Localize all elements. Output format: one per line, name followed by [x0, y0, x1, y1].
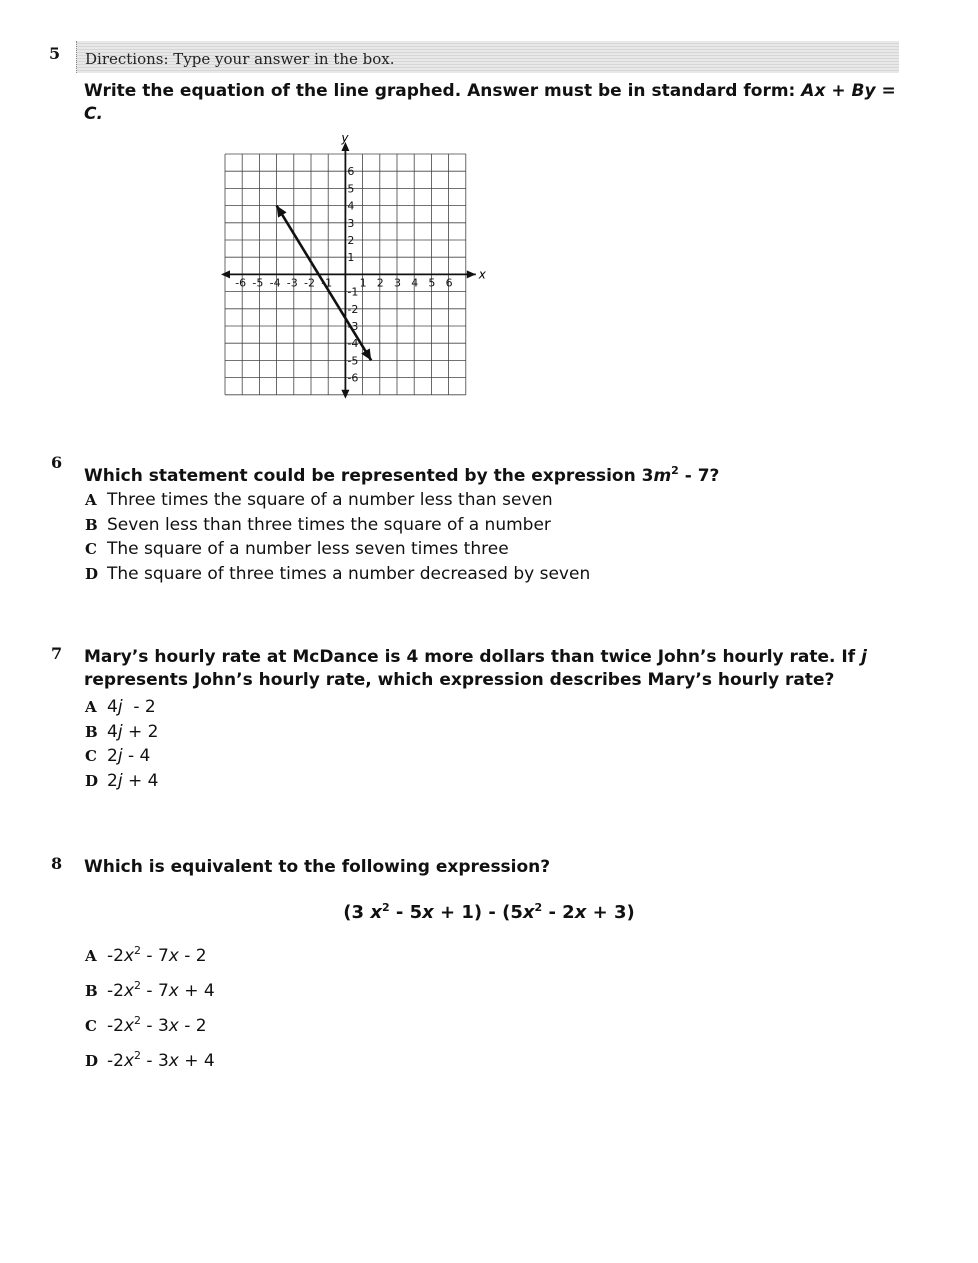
- y-tick-label: -5: [347, 354, 359, 368]
- choice-exp: 2: [134, 979, 142, 992]
- x-tick-label: -4: [269, 276, 281, 290]
- question-5-stem-end: C.: [84, 104, 103, 124]
- choice-rest: + 4: [122, 770, 159, 791]
- question-8-number: 8: [51, 854, 63, 873]
- coordinate-plane-graph: [215, 132, 495, 412]
- expr-part: - 2: [542, 902, 575, 923]
- choice-rest: - 2: [122, 697, 156, 717]
- choice-var: x: [168, 1016, 179, 1036]
- expr-part: + 1) - (5: [433, 902, 523, 923]
- choice-letter: D: [85, 1052, 99, 1070]
- question-8-expression: [0, 901, 978, 923]
- question-7-choice-c[interactable]: [85, 744, 158, 769]
- choice-rest: - 4: [122, 746, 151, 766]
- question-6-choice-a[interactable]: [85, 488, 590, 513]
- x-tick-label: 2: [376, 276, 384, 290]
- choice-exp: 2: [134, 944, 142, 957]
- directions-text: Directions: Type your answer in the box.: [85, 50, 395, 68]
- choice-letter: B: [85, 982, 98, 1000]
- expr-var: x: [522, 902, 535, 923]
- choice-coef: 4: [107, 721, 118, 742]
- y-tick-label: 3: [347, 216, 355, 230]
- choice-rest: - 3: [141, 1051, 169, 1071]
- choice-letter: C: [85, 1017, 97, 1035]
- x-axis-label: x: [478, 267, 486, 282]
- question-7-number: 7: [51, 644, 63, 663]
- x-axis-arrow-left: [221, 270, 230, 278]
- choice-coef: -2: [107, 981, 124, 1001]
- y-tick-label: -6: [347, 371, 359, 385]
- x-tick-label: 6: [445, 276, 453, 290]
- choice-var: j: [117, 721, 123, 742]
- question-7-choice-d[interactable]: [85, 769, 158, 794]
- y-tick-label: -3: [347, 320, 359, 333]
- question-6-stem-end: - 7?: [678, 466, 720, 486]
- y-tick-label: 5: [347, 182, 355, 196]
- choice-exp: 2: [134, 1014, 142, 1027]
- question-5-stem-formula: Ax + By =: [801, 81, 896, 101]
- choice-rest: + 4: [178, 1051, 215, 1071]
- x-tick-label: -6: [235, 276, 247, 290]
- choice-letter: B: [85, 722, 98, 741]
- choice-var: x: [168, 1051, 179, 1071]
- choice-text: The square of three times a number decreased by seven: [107, 563, 591, 584]
- question-8-choice-b[interactable]: [85, 971, 215, 1006]
- x-tick-label: -3: [286, 276, 298, 290]
- question-6-stem-exp: 2: [671, 464, 679, 477]
- question-7-stem-var: j: [861, 647, 867, 667]
- y-tick-label: 2: [347, 234, 355, 247]
- directions-banner: [76, 41, 899, 73]
- x-tick-label: 4: [411, 276, 419, 290]
- choice-var: x: [168, 946, 179, 966]
- question-6-stem-var: m: [653, 466, 672, 486]
- choice-rest: + 4: [178, 981, 215, 1001]
- choice-letter: A: [85, 698, 97, 716]
- y-tick-label: 1: [347, 251, 355, 265]
- x-tick-label: -5: [252, 276, 264, 290]
- choice-rest: - 2: [178, 946, 207, 966]
- choice-coef: 2: [107, 746, 118, 766]
- choice-letter: B: [85, 515, 98, 534]
- choice-coef: -2: [107, 1016, 124, 1036]
- y-tick-label: -4: [347, 337, 359, 351]
- expr-part: + 3): [586, 902, 635, 923]
- choice-var: j: [117, 697, 123, 717]
- question-8-stem: Which is equivalent to the following expression?: [84, 857, 551, 877]
- question-7-stem-text-2: represents John’s hourly rate, which expression describes Mary’s hourly rate?: [84, 670, 835, 690]
- question-8-choice-a[interactable]: [85, 936, 215, 971]
- choice-var: x: [123, 981, 135, 1001]
- question-7-stem-text: Mary’s hourly rate at McDance is 4 more dollars than twice John’s hourly rate. If: [84, 647, 862, 667]
- x-tick-label: 5: [428, 276, 436, 290]
- choice-var: x: [168, 981, 179, 1001]
- y-tick-label: -2: [347, 302, 359, 316]
- choice-var: j: [117, 746, 123, 766]
- x-tick-label: -1: [321, 276, 333, 290]
- choice-rest: - 7: [141, 946, 169, 966]
- y-tick-label: 4: [347, 199, 355, 213]
- choice-exp: 2: [134, 1049, 142, 1062]
- choice-letter: D: [85, 564, 99, 583]
- question-7-choices: [85, 695, 158, 793]
- question-8-choice-d[interactable]: [85, 1041, 215, 1076]
- expr-exp: 2: [534, 901, 543, 914]
- expr-exp: 2: [381, 901, 390, 914]
- choice-letter: C: [85, 747, 97, 765]
- question-6-choice-b[interactable]: [85, 513, 590, 538]
- choice-coef: -2: [107, 946, 124, 966]
- choice-rest: + 2: [122, 721, 159, 742]
- y-tick-label: -1: [347, 285, 359, 299]
- question-7-stem: [84, 646, 914, 692]
- expr-part: - 5: [389, 902, 423, 923]
- choice-var: x: [123, 946, 135, 966]
- x-tick-label: 1: [359, 276, 367, 290]
- expr-part: (3: [343, 902, 371, 923]
- y-axis-label: y: [341, 132, 349, 145]
- choice-coef: 4: [107, 697, 118, 717]
- question-6-choice-c[interactable]: [85, 537, 590, 562]
- x-axis-arrow-right: [467, 270, 476, 278]
- choice-letter: C: [85, 540, 97, 558]
- x-tick-label: 3: [394, 276, 401, 290]
- question-6-stem-text: Which statement could be represented by the expression 3: [84, 466, 654, 486]
- choice-var: x: [123, 1051, 135, 1071]
- question-6-stem: [84, 459, 914, 488]
- x-tick-label: -2: [304, 276, 315, 290]
- question-5-stem: [84, 80, 914, 126]
- question-8-choices: [85, 936, 215, 1076]
- choice-coef: -2: [107, 1051, 124, 1071]
- choice-rest: - 2: [178, 1016, 207, 1036]
- expr-var: x: [422, 902, 434, 923]
- choice-var: j: [117, 770, 123, 791]
- question-6-choice-d[interactable]: [85, 562, 590, 587]
- question-7-choice-a[interactable]: [85, 695, 158, 720]
- question-6-number: 6: [51, 453, 63, 472]
- choice-var: x: [123, 1016, 135, 1036]
- question-5-stem-text: Write the equation of the line graphed. Answer must be in standard form:: [84, 81, 802, 101]
- choice-text: Three times the square of a number less than seven: [107, 490, 553, 510]
- expr-var: x: [370, 902, 382, 923]
- expr-var: x: [574, 902, 587, 923]
- choice-letter: D: [85, 771, 99, 790]
- choice-letter: A: [85, 947, 97, 965]
- choice-rest: - 3: [141, 1016, 169, 1036]
- choice-rest: - 7: [141, 981, 169, 1001]
- question-8-choice-c[interactable]: [85, 1006, 215, 1041]
- question-6-choices: [85, 488, 590, 586]
- y-axis-arrow-down: [341, 390, 349, 399]
- question-7-choice-b[interactable]: [85, 720, 158, 745]
- question-5-number: 5: [49, 44, 61, 63]
- y-tick-label: 6: [347, 165, 355, 179]
- choice-coef: 2: [107, 770, 118, 791]
- choice-letter: A: [85, 491, 97, 509]
- choice-text: Seven less than three times the square of a number: [107, 514, 551, 535]
- choice-text: The square of a number less seven times three: [107, 539, 509, 559]
